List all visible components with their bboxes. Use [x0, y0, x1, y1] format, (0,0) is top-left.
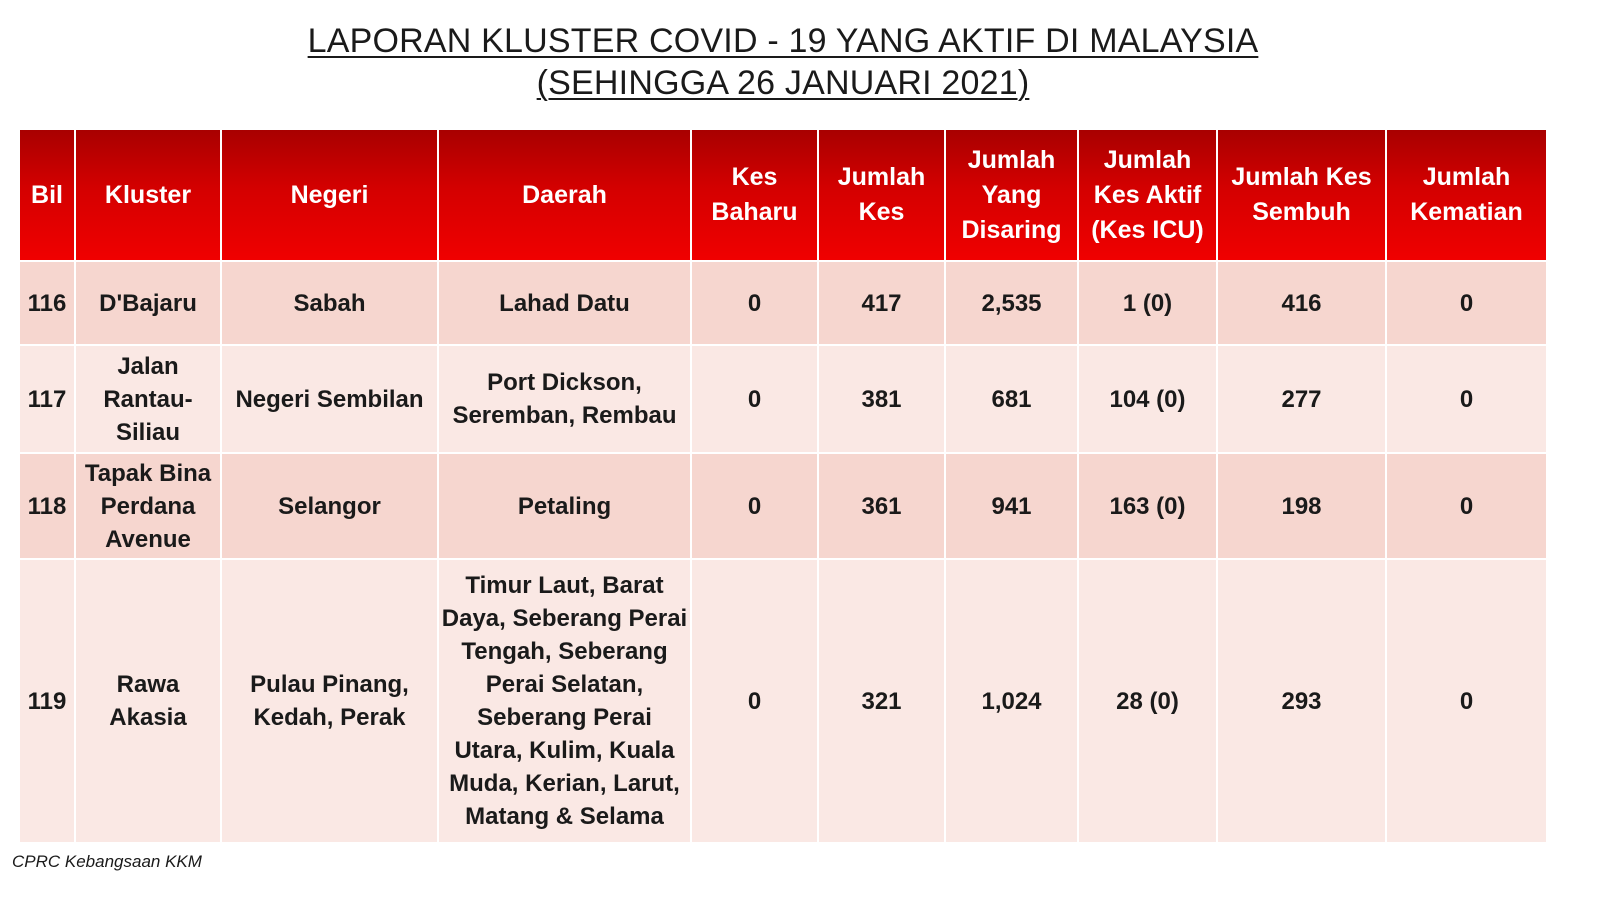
- cell-daerah: Port Dickson, Seremban, Rembau: [438, 345, 691, 453]
- cell-jumlah-sembuh: 293: [1217, 559, 1386, 843]
- table-row: [19, 559, 1547, 843]
- header-negeri: Negeri: [221, 129, 438, 261]
- cell-jumlah-sembuh: 416: [1217, 261, 1386, 345]
- cell-jumlah-kes: 361: [818, 453, 945, 559]
- cell-jumlah-disaring: 941: [945, 453, 1078, 559]
- header-jumlah-kes: Jumlah Kes: [818, 129, 945, 261]
- header-kes-baharu: Kes Baharu: [691, 129, 818, 261]
- cell-jumlah-kematian: 0: [1386, 345, 1547, 453]
- cell-jumlah-disaring: 2,535: [945, 261, 1078, 345]
- cell-negeri: Sabah: [221, 261, 438, 345]
- cell-kes-baharu: 0: [691, 261, 818, 345]
- table-header-row: [19, 129, 1547, 261]
- header-kluster: Kluster: [75, 129, 221, 261]
- cell-jumlah-sembuh: 198: [1217, 453, 1386, 559]
- cell-kes-baharu: 0: [691, 559, 818, 843]
- title-line-1: LAPORAN KLUSTER COVID - 19 YANG AKTIF DI MALAYSIA: [307, 22, 1259, 60]
- header-jumlah-sembuh: Jumlah Kes Sembuh: [1217, 129, 1386, 261]
- cell-jumlah-kematian: 0: [1386, 261, 1547, 345]
- cell-daerah: Timur Laut, Barat Daya, Seberang Perai Tengah, Seberang Perai Selatan, Seberang Perai Utara, Kulim, Kuala Muda, Kerian, Larut, Matang & Selama: [438, 559, 691, 843]
- cell-bil: 117: [19, 345, 75, 453]
- cell-daerah: Lahad Datu: [438, 261, 691, 345]
- cell-bil: 118: [19, 453, 75, 559]
- cell-kluster: D'Bajaru: [75, 261, 221, 345]
- cluster-table: [18, 128, 1548, 844]
- cell-jumlah-aktif: 1 (0): [1078, 261, 1217, 345]
- cell-jumlah-kes: 417: [818, 261, 945, 345]
- cell-kluster: Jalan Rantau-Siliau: [75, 345, 221, 453]
- header-jumlah-disaring: Jumlah Yang Disaring: [945, 129, 1078, 261]
- cell-jumlah-aktif: 104 (0): [1078, 345, 1217, 453]
- cell-bil: 116: [19, 261, 75, 345]
- header-bil: Bil: [19, 129, 75, 261]
- cell-jumlah-kematian: 0: [1386, 559, 1547, 843]
- cell-jumlah-disaring: 681: [945, 345, 1078, 453]
- cell-jumlah-kes: 321: [818, 559, 945, 843]
- cell-jumlah-aktif: 28 (0): [1078, 559, 1217, 843]
- cell-negeri: Negeri Sembilan: [221, 345, 438, 453]
- title-line-2: (SEHINGGA 26 JANUARI 2021): [536, 64, 1030, 102]
- source-footer: CPRC Kebangsaan KKM: [12, 852, 202, 871]
- cell-jumlah-kes: 381: [818, 345, 945, 453]
- header-daerah: Daerah: [438, 129, 691, 261]
- cell-negeri: Pulau Pinang, Kedah, Perak: [221, 559, 438, 843]
- cell-bil: 119: [19, 559, 75, 843]
- cell-kluster: Rawa Akasia: [75, 559, 221, 843]
- table-row: [19, 261, 1547, 345]
- cell-jumlah-aktif: 163 (0): [1078, 453, 1217, 559]
- table-row: [19, 345, 1547, 453]
- cell-kluster: Tapak Bina Perdana Avenue: [75, 453, 221, 559]
- cell-negeri: Selangor: [221, 453, 438, 559]
- cell-daerah: Petaling: [438, 453, 691, 559]
- cell-kes-baharu: 0: [691, 345, 818, 453]
- cell-jumlah-sembuh: 277: [1217, 345, 1386, 453]
- table-row: [19, 453, 1547, 559]
- header-jumlah-kematian: Jumlah Kematian: [1386, 129, 1547, 261]
- cell-jumlah-disaring: 1,024: [945, 559, 1078, 843]
- header-jumlah-aktif: Jumlah Kes Aktif (Kes ICU): [1078, 129, 1217, 261]
- cell-jumlah-kematian: 0: [1386, 453, 1547, 559]
- report-title: [0, 20, 1566, 104]
- cell-kes-baharu: 0: [691, 453, 818, 559]
